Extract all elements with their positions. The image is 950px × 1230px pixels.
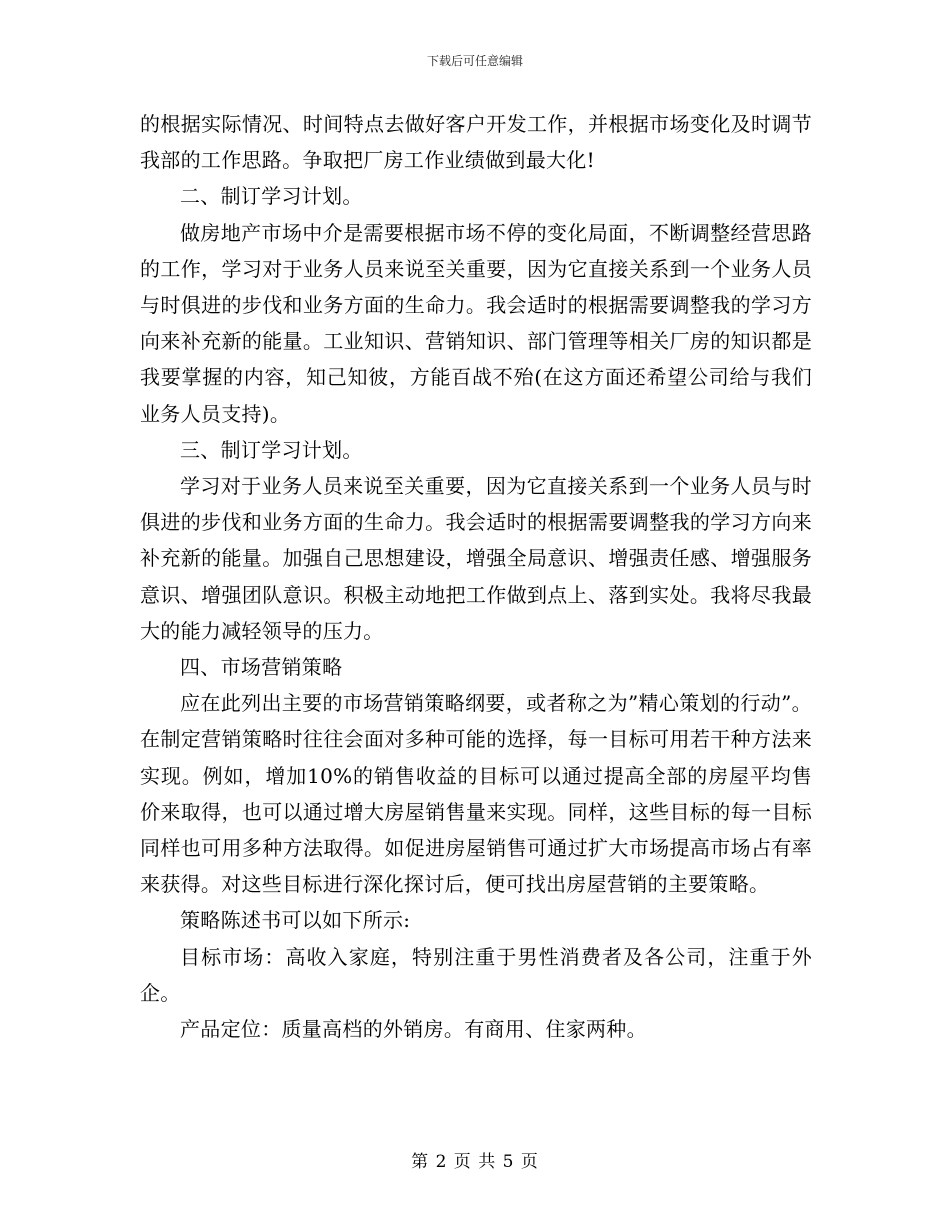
section-heading-2: 二、制订学习计划。: [180, 184, 363, 209]
paragraph-7: 产品定位：质量高档的外销房。有商用、住家两种。: [180, 1017, 647, 1042]
document-body: [140, 106, 812, 1047]
paragraph-4: 应在此列出主要的市场营销策略纲要，或者称之为”精心策划的行动”。在制定营销策略时往往会面对多种可能的选择，每一目标可用若干种方法来实现。例如，增加10%的销售收益的目标可以通过提高全部的房屋平均售价来取得，也可以通过增大房屋销售量来实现。同样，这些目标的每一目标同样也可用多种方法取得。如促进房屋销售可通过扩大市场提高市场占有率来获得。对这些目标进行深化探讨后，便可找出房屋营销的主要策略。: [140, 691, 812, 897]
paragraph-2: 做房地产市场中介是需要根据市场不停的变化局面，不断调整经营思路的工作，学习对于业务人员来说至关重要，因为它直接关系到一个业务人员与时俱进的步伐和业务方面的生命力。我会适时的根据需要调整我的学习方向来补充新的能量。工业知识、营销知识、部门管理等相关厂房的知识都是我要掌握的内容，知己知彼，方能百战不殆(在这方面还希望公司给与我们业务人员支持)。: [140, 220, 812, 426]
section-heading-3: 三、制订学习计划。: [180, 437, 363, 462]
page-footer: 第 2 页 共 5 页: [411, 1152, 539, 1172]
paragraph-continuation: 的根据实际情况、时间特点去做好客户开发工作，并根据市场变化及时调节我部的工作思路。争取把厂房工作业绩做到最大化!: [140, 112, 812, 173]
paragraph-6: 目标市场：高收入家庭，特别注重于男性消费者及各公司，注重于外企。: [140, 944, 812, 1005]
paragraph-3: 学习对于业务人员来说至关重要，因为它直接关系到一个业务人员与时俱进的步伐和业务方面的生命力。我会适时的根据需要调整我的学习方向来补充新的能量。加强自己思想建设，增强全局意识、增强责任感、增强服务意识、增强团队意识。积极主动地把工作做到点上、落到实处。我将尽我最大的能力减轻领导的压力。: [140, 474, 812, 643]
paragraph-5: 策略陈述书可以如下所示:: [180, 908, 411, 933]
section-heading-4: 四、市场营销策略: [180, 655, 343, 680]
page-header: 下载后可任意编辑: [426, 54, 523, 68]
